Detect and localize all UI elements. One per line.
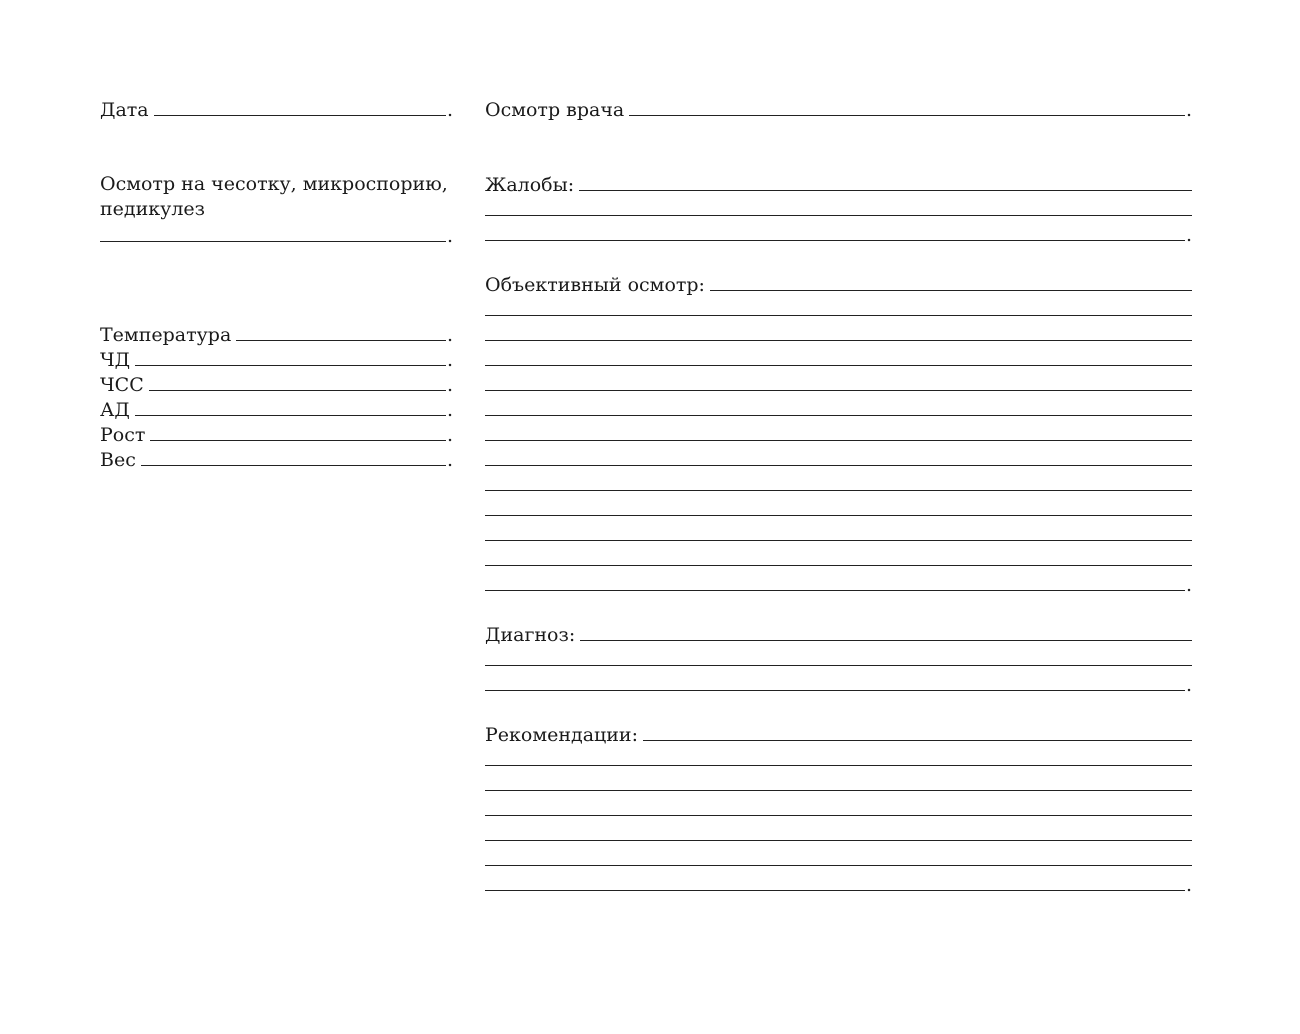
date-field[interactable]	[154, 97, 446, 116]
exam-result-row	[100, 222, 453, 248]
doctor-exam-label: Осмотр врача	[485, 99, 625, 121]
height-label: Рост	[100, 424, 146, 446]
recommendations-field[interactable]	[485, 872, 1185, 891]
recommendations-line	[485, 846, 1192, 872]
diagnosis-field[interactable]	[485, 672, 1185, 691]
period: .	[1186, 99, 1193, 121]
vital-row-temperature	[100, 321, 453, 347]
vital-row-resp-rate	[100, 346, 453, 372]
diagnosis-field[interactable]	[485, 647, 1192, 666]
recommendations-line	[485, 821, 1192, 847]
recommendations-line	[485, 796, 1192, 822]
period: .	[1186, 224, 1193, 246]
heart-rate-label: ЧСС	[100, 374, 144, 396]
objective-field[interactable]	[485, 522, 1192, 541]
recommendations-line	[485, 746, 1192, 772]
period: .	[1186, 874, 1193, 896]
complaints-line-last	[485, 221, 1192, 247]
objective-label: Объективный осмотр:	[485, 274, 705, 296]
recommendations-field[interactable]	[485, 747, 1192, 766]
objective-line	[485, 421, 1192, 447]
temperature-label: Температура	[100, 324, 232, 346]
objective-line	[485, 446, 1192, 472]
period: .	[447, 449, 454, 471]
resp-rate-field[interactable]	[135, 347, 446, 366]
period: .	[1186, 674, 1193, 696]
complaints-row	[485, 171, 1192, 197]
doctor-exam-row	[485, 96, 1192, 122]
heart-rate-field[interactable]	[149, 372, 446, 391]
period: .	[447, 424, 454, 446]
period: .	[447, 324, 454, 346]
temperature-field[interactable]	[236, 322, 446, 341]
objective-field[interactable]	[485, 347, 1192, 366]
recommendations-field[interactable]	[485, 772, 1192, 791]
exam-text-line-1: Осмотр на чесотку, микроспорию,	[100, 173, 448, 195]
objective-field[interactable]	[710, 272, 1192, 291]
period: .	[447, 349, 454, 371]
date-label: Дата	[100, 99, 149, 121]
blood-pressure-label: АД	[100, 399, 130, 421]
exam-result-field[interactable]	[100, 223, 446, 242]
weight-label: Вес	[100, 449, 136, 471]
complaints-label: Жалобы:	[485, 174, 575, 196]
recommendations-label: Рекомендации:	[485, 724, 639, 746]
diagnosis-row	[485, 621, 1192, 647]
weight-field[interactable]	[141, 447, 446, 466]
blood-pressure-field[interactable]	[135, 397, 446, 416]
vital-row-heart-rate	[100, 371, 453, 397]
objective-line	[485, 471, 1192, 497]
period: .	[447, 399, 454, 421]
exam-text-line-2: педикулез	[100, 198, 206, 220]
diagnosis-line-last	[485, 671, 1192, 697]
recommendations-field[interactable]	[485, 847, 1192, 866]
diagnosis-field[interactable]	[580, 622, 1192, 641]
complaints-field[interactable]	[579, 172, 1192, 191]
objective-line	[485, 346, 1192, 372]
period: .	[447, 374, 454, 396]
objective-field[interactable]	[485, 497, 1192, 516]
exam-description	[100, 172, 460, 222]
objective-line	[485, 546, 1192, 572]
recommendations-field[interactable]	[485, 822, 1192, 841]
objective-field[interactable]	[485, 297, 1192, 316]
objective-field[interactable]	[485, 422, 1192, 441]
objective-line	[485, 496, 1192, 522]
vital-row-weight	[100, 446, 453, 472]
complaints-line	[485, 196, 1192, 222]
recommendations-field[interactable]	[485, 797, 1192, 816]
vital-row-blood-pressure	[100, 396, 453, 422]
objective-line	[485, 521, 1192, 547]
height-field[interactable]	[150, 422, 446, 441]
period: .	[447, 99, 454, 121]
objective-field[interactable]	[485, 447, 1192, 466]
objective-line	[485, 321, 1192, 347]
objective-field[interactable]	[485, 322, 1192, 341]
objective-field[interactable]	[485, 547, 1192, 566]
doctor-exam-field[interactable]	[629, 97, 1185, 116]
recommendations-field[interactable]	[643, 722, 1192, 741]
objective-field[interactable]	[485, 472, 1192, 491]
diagnosis-label: Диагноз:	[485, 624, 576, 646]
complaints-field[interactable]	[485, 222, 1185, 241]
objective-field[interactable]	[485, 397, 1192, 416]
objective-line	[485, 396, 1192, 422]
objective-field[interactable]	[485, 572, 1185, 591]
date-row	[100, 96, 453, 122]
vital-row-height	[100, 421, 453, 447]
resp-rate-label: ЧД	[100, 349, 131, 371]
objective-line	[485, 296, 1192, 322]
complaints-field[interactable]	[485, 197, 1192, 216]
diagnosis-line	[485, 646, 1192, 672]
recommendations-line	[485, 771, 1192, 797]
objective-field[interactable]	[485, 372, 1192, 391]
period: .	[1186, 574, 1193, 596]
recommendations-row	[485, 721, 1192, 747]
objective-row	[485, 271, 1192, 297]
objective-line-last	[485, 571, 1192, 597]
period: .	[447, 225, 454, 247]
objective-line	[485, 371, 1192, 397]
recommendations-line-last	[485, 871, 1192, 897]
